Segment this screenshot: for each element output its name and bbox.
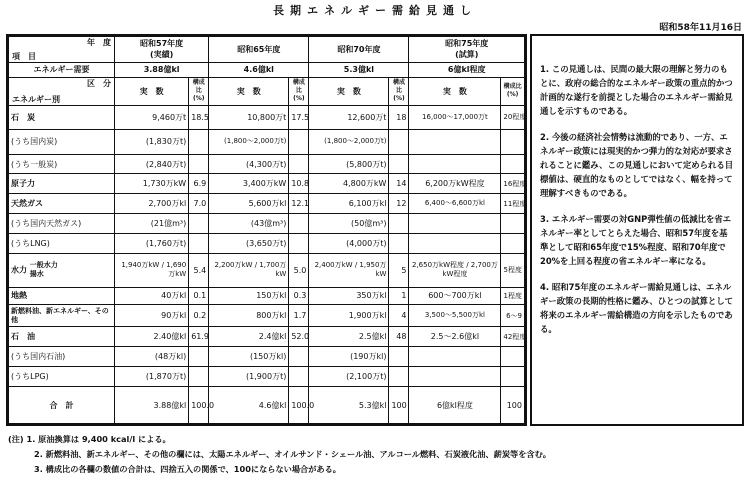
table-row: [9, 254, 525, 287]
value-cell: (2,840万t): [115, 154, 189, 174]
value-cell: (1,800〜2,000万t): [209, 130, 289, 154]
col-header-57: 昭和57年度 (実績): [115, 37, 209, 63]
ratio-cell: [389, 130, 409, 154]
table-row: [9, 327, 525, 347]
value-cell: (1,800〜2,000万t): [309, 130, 389, 154]
value-cell: 1,900万kl: [309, 305, 389, 327]
value-cell: (3,650万t): [209, 234, 289, 254]
value-cell: (1,830万t): [115, 130, 189, 154]
amount-header: 実 数: [115, 78, 189, 106]
value-cell: 6,400〜6,600万kl: [409, 194, 501, 214]
value-cell: 4,800万kW: [309, 174, 389, 194]
value-cell: (21億m³): [115, 214, 189, 234]
total-ratio-70: 100: [389, 387, 409, 424]
row-label: 原子力: [9, 174, 115, 194]
ratio-cell: [289, 214, 309, 234]
total-value-70: 5.3億kl: [309, 387, 389, 424]
value-cell: 600〜700万kl: [409, 287, 501, 305]
value-cell: 12,600万t: [309, 105, 389, 129]
ratio-cell: [289, 234, 309, 254]
energy-table: [6, 34, 527, 426]
demand-57: 3.88億kl: [115, 62, 209, 78]
value-cell: (4,300万t): [209, 154, 289, 174]
ratio-cell: 10.8: [289, 174, 309, 194]
value-cell: 40万kl: [115, 287, 189, 305]
ratio-cell: 7.0: [189, 194, 209, 214]
value-cell: 2,650万kW程度 / 2,700万kW程度: [409, 254, 501, 287]
demand-70: 5.3億kl: [309, 62, 409, 78]
value-cell: [409, 367, 501, 387]
ratio-cell: [389, 234, 409, 254]
note-item: 3. エネルギー需要の対GNP弾性値の低減比を省エネルギー率としてとらえた場合、昭和57年度を基準として昭和65年度で15%程度、昭和70年度で20%を上回る程度の省エネルギー率になる。: [540, 214, 732, 266]
value-cell: 10,800万t: [209, 105, 289, 129]
value-cell: (1,900万t): [209, 367, 289, 387]
table-row: [9, 305, 525, 327]
value-cell: (4,000万t): [309, 234, 389, 254]
ratio-cell: 0.3: [289, 287, 309, 305]
row-label: (うちLPG): [9, 367, 115, 387]
col-header-65: 昭和65年度: [209, 37, 309, 63]
notes-panel: [530, 34, 744, 426]
ratio-cell: 5.4: [189, 254, 209, 287]
ratio-cell: 1: [389, 287, 409, 305]
ratio-cell: 17.5: [289, 105, 309, 129]
value-cell: [409, 347, 501, 367]
value-cell: 1,940万kW / 1,690万kW: [115, 254, 189, 287]
value-cell: (1,870万t): [115, 367, 189, 387]
ratio-cell: 12.1: [289, 194, 309, 214]
value-cell: 6,100万kl: [309, 194, 389, 214]
ratio-cell: 48: [389, 327, 409, 347]
total-value-57: 3.88億kl: [115, 387, 189, 424]
note-item: 2. 今後の経済社会情勢は流動的であり、一方、エネルギー政策には現実的かつ弾力的な対応が要求されることに鑑み、この見通しにおいて定められる目標値は、硬直的なものとしてではなく、幅を持って理解すべきものである。: [540, 132, 734, 198]
ratio-cell: [289, 154, 309, 174]
ratio-cell: [501, 130, 525, 154]
ratio-cell: [189, 154, 209, 174]
value-cell: [409, 154, 501, 174]
ratio-cell: 20程度: [501, 105, 525, 129]
ratio-cell: [289, 367, 309, 387]
footnotes: [8, 432, 744, 477]
value-cell: 1,730万kW: [115, 174, 189, 194]
row-label: 水力 一般水力 揚水: [9, 254, 115, 287]
row-label: 石 油: [9, 327, 115, 347]
value-cell: (150万kl): [209, 347, 289, 367]
ratio-cell: 1程度: [501, 287, 525, 305]
row-label: 天然ガス: [9, 194, 115, 214]
row-label: (うち国内石油): [9, 347, 115, 367]
value-cell: [409, 234, 501, 254]
ratio-cell: 5.0: [289, 254, 309, 287]
value-cell: 5,600万kl: [209, 194, 289, 214]
total-ratio-57: 100.0: [189, 387, 209, 424]
value-cell: 2.4億kl: [209, 327, 289, 347]
table-row: [9, 154, 525, 174]
ratio-cell: 18: [389, 105, 409, 129]
table-row: [9, 194, 525, 214]
year-item-header: 年 度 項 目: [9, 37, 115, 63]
amount-header: 実 数: [209, 78, 289, 106]
ratio-cell: 0.1: [189, 287, 209, 305]
row-label: (うち国内炭): [9, 130, 115, 154]
total-value-75: 6億kl程度: [409, 387, 501, 424]
value-cell: 350万kl: [309, 287, 389, 305]
ratio-cell: 12: [389, 194, 409, 214]
col-header-70: 昭和70年度: [309, 37, 409, 63]
value-cell: 2.40億kl: [115, 327, 189, 347]
value-cell: 2,200万kW / 1,700万kW: [209, 254, 289, 287]
table-row: [9, 347, 525, 367]
table-row: [9, 367, 525, 387]
value-cell: (2,100万t): [309, 367, 389, 387]
document-date: 昭和58年11月16日: [659, 23, 742, 33]
row-label: (うち一般炭): [9, 154, 115, 174]
ratio-cell: [389, 347, 409, 367]
value-cell: 9,460万t: [115, 105, 189, 129]
value-cell: 800万kl: [209, 305, 289, 327]
ratio-cell: 61.9: [189, 327, 209, 347]
ratio-cell: 6〜9: [501, 305, 525, 327]
value-cell: 2.5〜2.6億kl: [409, 327, 501, 347]
value-cell: (43億m³): [209, 214, 289, 234]
total-value-65: 4.6億kl: [209, 387, 289, 424]
ratio-cell: 11程度: [501, 194, 525, 214]
total-ratio-75: 100: [501, 387, 525, 424]
table-row: [9, 105, 525, 129]
ratio-cell: [189, 367, 209, 387]
amount-header: 実 数: [309, 78, 389, 106]
demand-65: 4.6億kl: [209, 62, 309, 78]
ratio-cell: 5程度: [501, 254, 525, 287]
row-label: (うち国内天然ガス): [9, 214, 115, 234]
ratio-cell: [189, 347, 209, 367]
col-header-75: 昭和75年度 (試算): [409, 37, 525, 63]
value-cell: 2,400万kW / 1,950万kW: [309, 254, 389, 287]
value-cell: 150万kl: [209, 287, 289, 305]
ratio-cell: 52.0: [289, 327, 309, 347]
ratio-header: 構成比(%): [501, 78, 525, 106]
ratio-cell: [189, 130, 209, 154]
value-cell: [409, 214, 501, 234]
table-row: [9, 130, 525, 154]
value-cell: 3,400万kW: [209, 174, 289, 194]
table-row: [9, 234, 525, 254]
demand-75: 6億kl程度: [409, 62, 525, 78]
table-row: [9, 174, 525, 194]
note-item: 1. この見通しは、民間の最大限の理解と努力のもとに、政府の総合的なエネルギー政策の重点的かつ計画的な遂行を前提とした場合のエネルギー需給見通しを示すものである。: [540, 64, 733, 116]
value-cell: 90万kl: [115, 305, 189, 327]
value-cell: 3,500〜5,500万kl: [409, 305, 501, 327]
value-cell: 16,000〜17,000万t: [409, 105, 501, 129]
ratio-cell: [501, 154, 525, 174]
ratio-cell: 0.2: [189, 305, 209, 327]
value-cell: 2.5億kl: [309, 327, 389, 347]
value-cell: (1,760万t): [115, 234, 189, 254]
ratio-cell: [389, 367, 409, 387]
ratio-cell: 5: [389, 254, 409, 287]
footnote: (注) 1. 原油換算は 9,400 kcal/l による。: [8, 434, 171, 444]
value-cell: 2,700万kl: [115, 194, 189, 214]
division-energy-header: 区 分 エネルギー別: [9, 78, 115, 106]
amount-header: 実 数: [409, 78, 501, 106]
ratio-cell: [289, 130, 309, 154]
footnote: 3. 構成比の各欄の数値の合計は、四捨五入の関係で、100にならない場合がある。: [34, 464, 341, 474]
value-cell: (5,800万t): [309, 154, 389, 174]
ratio-cell: 18.5: [189, 105, 209, 129]
ratio-cell: 16程度: [501, 174, 525, 194]
document-title: 長期エネルギー需給見通し: [273, 4, 477, 17]
value-cell: (48万kl): [115, 347, 189, 367]
ratio-cell: [289, 347, 309, 367]
ratio-cell: [501, 367, 525, 387]
ratio-header: 構成比(%): [189, 78, 209, 106]
row-label: 石 炭: [9, 105, 115, 129]
ratio-cell: 4: [389, 305, 409, 327]
ratio-header: 構成比(%): [289, 78, 309, 106]
note-item: 4. 昭和75年度のエネルギー需給見通しは、エネルギー政策の長期的性格に鑑み、ひとつの試算として将来のエネルギー需給構造の方向を示したものである。: [540, 282, 733, 334]
ratio-cell: 1.7: [289, 305, 309, 327]
ratio-header: 構成比(%): [389, 78, 409, 106]
ratio-cell: [501, 214, 525, 234]
row-label: 地熱: [9, 287, 115, 305]
value-cell: (50億m³): [309, 214, 389, 234]
ratio-cell: 42程度: [501, 327, 525, 347]
total-label: 合 計: [9, 387, 115, 424]
value-cell: [409, 130, 501, 154]
table-row: [9, 287, 525, 305]
ratio-cell: 6.9: [189, 174, 209, 194]
ratio-cell: [501, 347, 525, 367]
value-cell: (190万kl): [309, 347, 389, 367]
total-ratio-65: 100.0: [289, 387, 309, 424]
ratio-cell: 14: [389, 174, 409, 194]
demand-label: エネルギー需要: [9, 62, 115, 78]
ratio-cell: [189, 214, 209, 234]
ratio-cell: [389, 214, 409, 234]
table-row: [9, 214, 525, 234]
ratio-cell: [189, 234, 209, 254]
footnote: 2. 新燃料油、新エネルギー、その他の欄には、太陽エネルギー、オイルサンド・シェール油、アルコール燃料、石炭液化油、薪炭等を含む。: [34, 449, 551, 459]
row-label: 新燃料油、新エネルギー、その他: [9, 305, 115, 327]
value-cell: 6,200万kW程度: [409, 174, 501, 194]
ratio-cell: [389, 154, 409, 174]
row-label: (うちLNG): [9, 234, 115, 254]
ratio-cell: [501, 234, 525, 254]
